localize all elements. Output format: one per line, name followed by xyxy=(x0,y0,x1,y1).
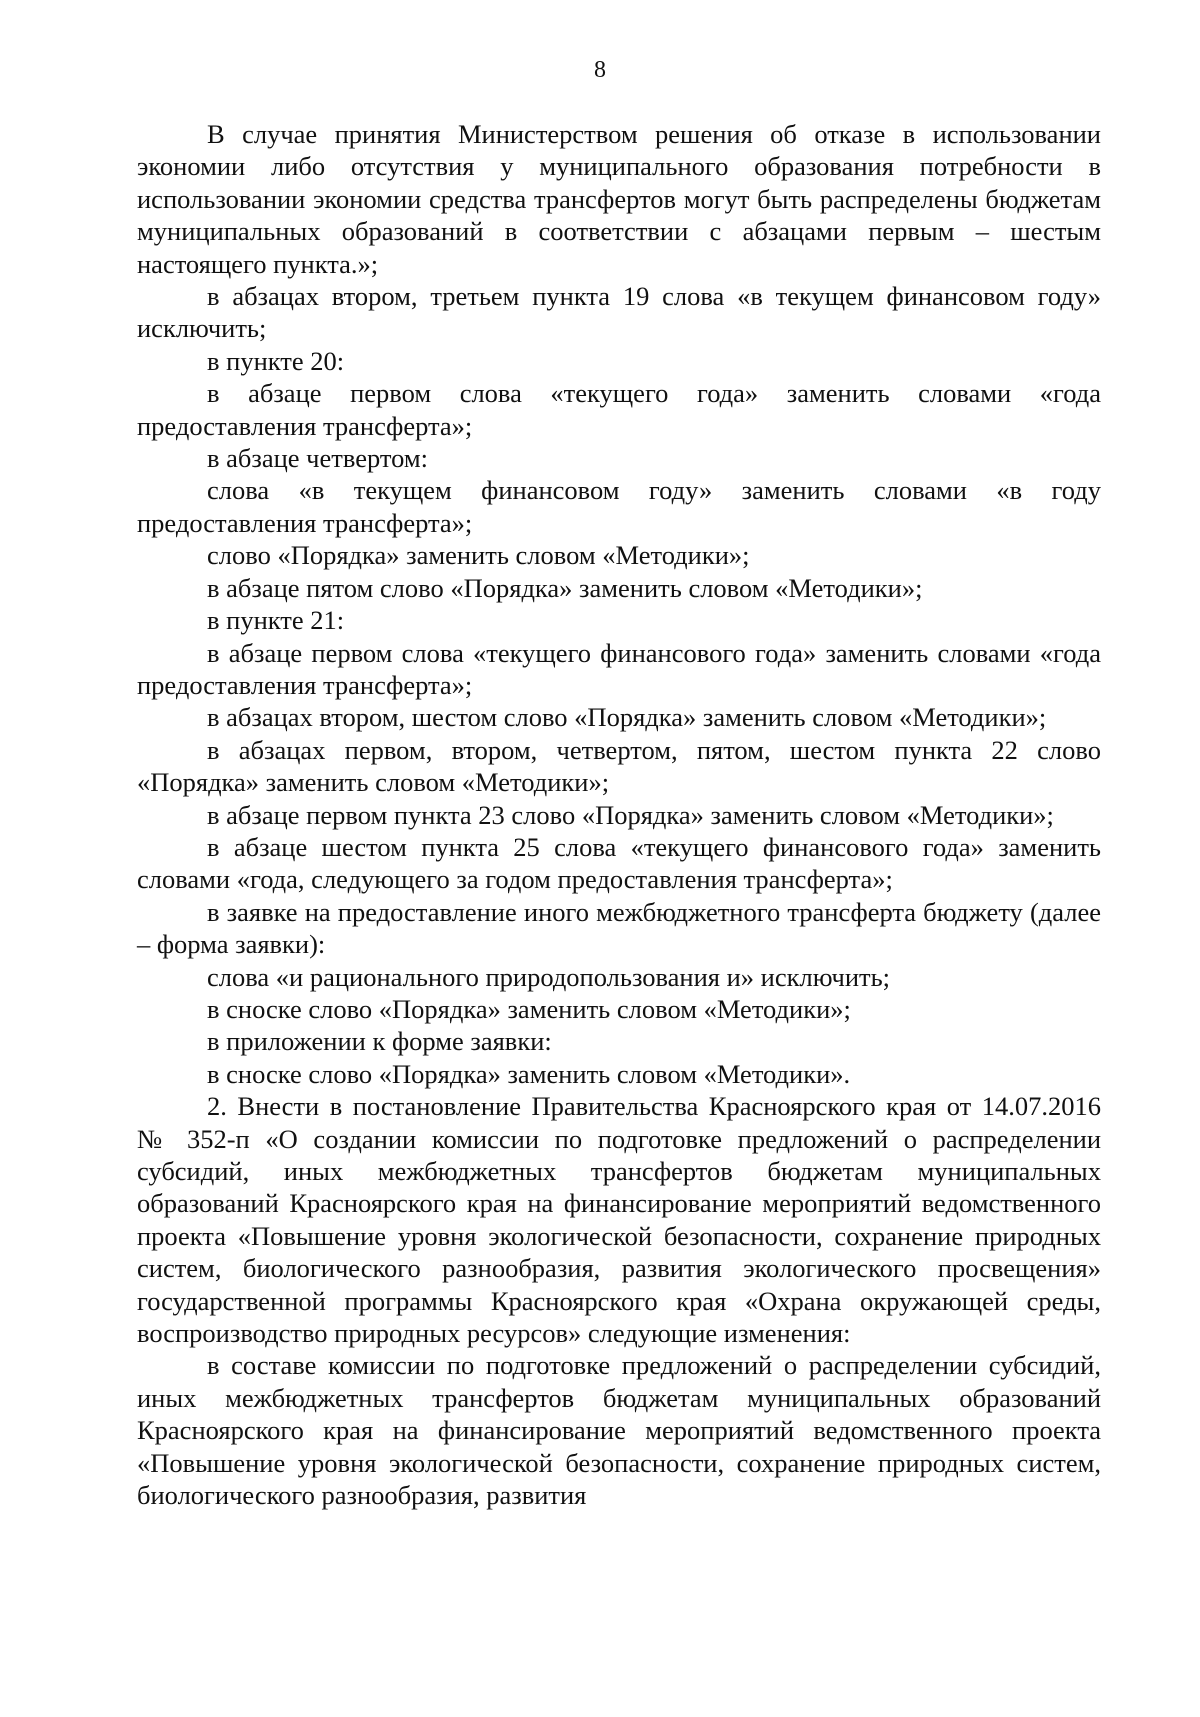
paragraph: 2. Внести в постановление Правительства Красноярского края от 14.07.2016 № 352-п «О создании комиссии по подготовке предложений о распределении субсидий, иных межбюджетных трансфертов бюджетам муниципальных образований Красноярского края на финансирование мероприятий ведомственного проекта «Повышение уровня экологической безопасности, сохранение природных систем, биологического разнообразия, развития экологического просвещения» государственной программы Красноярского края «Охрана окружающей среды, воспроизводство природных ресурсов» следующие изменения: xyxy=(137,1091,1101,1349)
paragraph: в заявке на предоставление иного межбюджетного трансферта бюджету (далее – форма заявки): xyxy=(137,896,1101,960)
document-body xyxy=(137,118,1101,1511)
paragraph: в абзацах первом, втором, четвертом, пятом, шестом пункта 22 слово «Порядка» заменить словом «Методики»; xyxy=(137,734,1101,798)
paragraph: в сноске слово «Порядка» заменить словом «Методики». xyxy=(207,1058,851,1089)
paragraph: в абзаце пятом слово «Порядка» заменить словом «Методики»; xyxy=(207,572,923,603)
paragraph: в абзацах втором, шестом слово «Порядка» заменить словом «Методики»; xyxy=(207,702,1047,733)
paragraph: в абзаце шестом пункта 25 слова «текущего финансового года» заменить словами «года, следующего за годом предоставления трансферта»; xyxy=(137,831,1101,895)
paragraph: в абзаце первом слова «текущего финансового года» заменить словами «года предоставления трансферта»; xyxy=(137,637,1101,700)
paragraph: в пункте 21: xyxy=(207,605,345,636)
paragraph: в абзаце четвертом: xyxy=(207,443,428,474)
paragraph: в абзаце первом слова «текущего года» заменить словами «года предоставления трансферта»; xyxy=(137,378,1101,441)
paragraph: в пункте 20: xyxy=(207,345,345,376)
paragraph: слова «в текущем финансовом году» заменить словами «в году предоставления трансферта»; xyxy=(137,475,1101,538)
paragraph: В случае принятия Министерством решения об отказе в использовании экономии либо отсутствия у муниципального образования потребности в использовании экономии средства трансфертов могут быть распределены бюджетам муниципальных образований в соответствии с абзацами первым – шестым настоящего пункта.»; xyxy=(137,119,1101,279)
paragraph: в абзацах втором, третьем пункта 19 слова «в текущем финансовом году» исключить; xyxy=(137,281,1101,344)
paragraph: в сноске слово «Порядка» заменить словом «Методики»; xyxy=(207,993,851,1024)
paragraph: в абзаце первом пункта 23 слово «Порядка» заменить словом «Методики»; xyxy=(207,799,1054,830)
paragraph: в составе комиссии по подготовке предложений о распределении субсидий, иных межбюджетных трансфертов бюджетам муниципальных образований Красноярского края на финансирование мероприятий ведомственного проекта «Повышение уровня экологической безопасности, сохранение природных систем, биологического разнообразия, развития xyxy=(137,1350,1101,1511)
page-number: 8 xyxy=(594,57,606,83)
paragraph: слова «и рационального природопользования и» исключить; xyxy=(207,961,891,992)
paragraph: слово «Порядка» заменить словом «Методики»; xyxy=(207,540,750,571)
paragraph: в приложении к форме заявки: xyxy=(207,1026,552,1057)
